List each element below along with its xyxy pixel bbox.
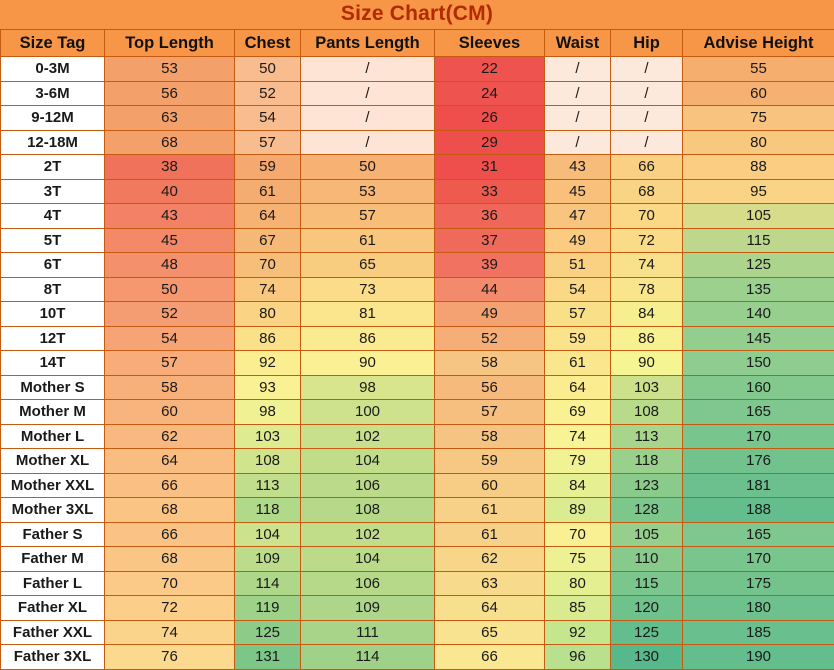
measurement-cell: 131	[235, 645, 301, 670]
measurement-cell: 90	[611, 351, 683, 376]
measurement-cell: 48	[105, 253, 235, 278]
measurement-cell: 68	[105, 130, 235, 155]
size-tag-cell: Father XL	[1, 596, 105, 621]
table-row	[1, 277, 834, 302]
measurement-cell: 59	[545, 326, 611, 351]
measurement-cell: 65	[435, 620, 545, 645]
measurement-cell: 70	[105, 571, 235, 596]
measurement-cell: 72	[611, 228, 683, 253]
measurement-cell: 60	[683, 81, 834, 106]
measurement-cell: 130	[611, 645, 683, 670]
measurement-cell: 64	[105, 449, 235, 474]
measurement-cell: 114	[301, 645, 435, 670]
table-row	[1, 351, 834, 376]
measurement-cell: 57	[435, 400, 545, 425]
table-row	[1, 179, 834, 204]
measurement-cell: /	[301, 130, 435, 155]
measurement-cell: 61	[435, 498, 545, 523]
measurement-cell: 92	[235, 351, 301, 376]
measurement-cell: 50	[105, 277, 235, 302]
measurement-cell: 125	[235, 620, 301, 645]
column-header: Chest	[235, 30, 301, 57]
size-tag-cell: Mother 3XL	[1, 498, 105, 523]
measurement-cell: 49	[435, 302, 545, 327]
size-tag-cell: 12-18M	[1, 130, 105, 155]
measurement-cell: 50	[301, 155, 435, 180]
measurement-cell: /	[611, 81, 683, 106]
measurement-cell: 114	[235, 571, 301, 596]
table-row	[1, 424, 834, 449]
measurement-cell: 69	[545, 400, 611, 425]
measurement-cell: 57	[301, 204, 435, 229]
measurement-cell: 103	[235, 424, 301, 449]
measurement-cell: /	[611, 106, 683, 131]
table-row	[1, 571, 834, 596]
size-tag-cell: 2T	[1, 155, 105, 180]
measurement-cell: 36	[435, 204, 545, 229]
size-tag-cell: Father S	[1, 522, 105, 547]
table-body	[1, 57, 834, 670]
measurement-cell: 86	[235, 326, 301, 351]
size-tag-cell: 6T	[1, 253, 105, 278]
measurement-cell: 22	[435, 57, 545, 82]
measurement-cell: 80	[545, 571, 611, 596]
measurement-cell: 119	[235, 596, 301, 621]
measurement-cell: 37	[435, 228, 545, 253]
column-header: Pants Length	[301, 30, 435, 57]
measurement-cell: 111	[301, 620, 435, 645]
measurement-cell: 88	[683, 155, 834, 180]
measurement-cell: /	[545, 106, 611, 131]
table-row	[1, 57, 834, 82]
table-row	[1, 253, 834, 278]
size-tag-cell: 12T	[1, 326, 105, 351]
measurement-cell: 175	[683, 571, 834, 596]
table-row	[1, 645, 834, 670]
column-header: Waist	[545, 30, 611, 57]
measurement-cell: /	[545, 130, 611, 155]
measurement-cell: 98	[301, 375, 435, 400]
table-row	[1, 522, 834, 547]
size-tag-cell: Mother S	[1, 375, 105, 400]
column-header: Hip	[611, 30, 683, 57]
table-row	[1, 228, 834, 253]
size-tag-cell: Mother M	[1, 400, 105, 425]
measurement-cell: 188	[683, 498, 834, 523]
table-row	[1, 547, 834, 572]
measurement-cell: 92	[545, 620, 611, 645]
column-header: Sleeves	[435, 30, 545, 57]
measurement-cell: 68	[105, 547, 235, 572]
measurement-cell: 108	[611, 400, 683, 425]
measurement-cell: 61	[301, 228, 435, 253]
measurement-cell: 52	[435, 326, 545, 351]
measurement-cell: 43	[545, 155, 611, 180]
table-row	[1, 498, 834, 523]
measurement-cell: 95	[683, 179, 834, 204]
measurement-cell: 26	[435, 106, 545, 131]
measurement-cell: 33	[435, 179, 545, 204]
measurement-cell: 105	[611, 522, 683, 547]
measurement-cell: 103	[611, 375, 683, 400]
measurement-cell: 80	[683, 130, 834, 155]
column-header: Top Length	[105, 30, 235, 57]
measurement-cell: 115	[683, 228, 834, 253]
measurement-cell: 60	[435, 473, 545, 498]
measurement-cell: 68	[611, 179, 683, 204]
measurement-cell: 62	[105, 424, 235, 449]
measurement-cell: 50	[235, 57, 301, 82]
measurement-cell: 125	[611, 620, 683, 645]
size-tag-cell: 10T	[1, 302, 105, 327]
measurement-cell: 51	[545, 253, 611, 278]
table-row	[1, 596, 834, 621]
measurement-cell: /	[611, 57, 683, 82]
measurement-cell: 64	[435, 596, 545, 621]
measurement-cell: 81	[301, 302, 435, 327]
measurement-cell: /	[301, 106, 435, 131]
measurement-cell: 75	[683, 106, 834, 131]
measurement-cell: 84	[545, 473, 611, 498]
size-tag-cell: Mother XXL	[1, 473, 105, 498]
measurement-cell: 176	[683, 449, 834, 474]
measurement-cell: 125	[683, 253, 834, 278]
table-row	[1, 400, 834, 425]
measurement-cell: 89	[545, 498, 611, 523]
measurement-cell: 93	[235, 375, 301, 400]
table-row	[1, 302, 834, 327]
measurement-cell: 67	[235, 228, 301, 253]
size-tag-cell: 3T	[1, 179, 105, 204]
measurement-cell: 68	[105, 498, 235, 523]
measurement-cell: 185	[683, 620, 834, 645]
measurement-cell: 24	[435, 81, 545, 106]
measurement-cell: 102	[301, 522, 435, 547]
size-tag-cell: Mother L	[1, 424, 105, 449]
measurement-cell: 123	[611, 473, 683, 498]
measurement-cell: 118	[611, 449, 683, 474]
measurement-cell: 86	[301, 326, 435, 351]
size-tag-cell: 4T	[1, 204, 105, 229]
measurement-cell: 85	[545, 596, 611, 621]
measurement-cell: 38	[105, 155, 235, 180]
measurement-cell: 110	[611, 547, 683, 572]
measurement-cell: 56	[435, 375, 545, 400]
size-tag-cell: 14T	[1, 351, 105, 376]
measurement-cell: 66	[435, 645, 545, 670]
measurement-cell: 90	[301, 351, 435, 376]
column-header: Size Tag	[1, 30, 105, 57]
table-row	[1, 130, 834, 155]
column-header: Advise Height	[683, 30, 834, 57]
measurement-cell: 65	[301, 253, 435, 278]
table-header	[1, 30, 834, 57]
header-row	[1, 30, 834, 57]
measurement-cell: 45	[105, 228, 235, 253]
measurement-cell: 57	[545, 302, 611, 327]
measurement-cell: 108	[301, 498, 435, 523]
size-tag-cell: Father 3XL	[1, 645, 105, 670]
size-tag-cell: Father XXL	[1, 620, 105, 645]
measurement-cell: 61	[545, 351, 611, 376]
measurement-cell: 55	[683, 57, 834, 82]
measurement-cell: 74	[611, 253, 683, 278]
measurement-cell: 96	[545, 645, 611, 670]
measurement-cell: 45	[545, 179, 611, 204]
measurement-cell: 63	[435, 571, 545, 596]
measurement-cell: 109	[301, 596, 435, 621]
measurement-cell: 78	[611, 277, 683, 302]
table-row	[1, 375, 834, 400]
measurement-cell: 58	[435, 351, 545, 376]
measurement-cell: 59	[235, 155, 301, 180]
measurement-cell: 54	[235, 106, 301, 131]
measurement-cell: 76	[105, 645, 235, 670]
measurement-cell: 109	[235, 547, 301, 572]
size-tag-cell: 5T	[1, 228, 105, 253]
measurement-cell: 60	[105, 400, 235, 425]
measurement-cell: 62	[435, 547, 545, 572]
measurement-cell: 57	[105, 351, 235, 376]
measurement-cell: 120	[611, 596, 683, 621]
measurement-cell: 75	[545, 547, 611, 572]
measurement-cell: 140	[683, 302, 834, 327]
measurement-cell: 113	[235, 473, 301, 498]
measurement-cell: 47	[545, 204, 611, 229]
measurement-cell: 57	[235, 130, 301, 155]
measurement-cell: 52	[235, 81, 301, 106]
measurement-cell: 58	[435, 424, 545, 449]
measurement-cell: 54	[545, 277, 611, 302]
measurement-cell: 190	[683, 645, 834, 670]
measurement-cell: 72	[105, 596, 235, 621]
measurement-cell: 43	[105, 204, 235, 229]
measurement-cell: 74	[235, 277, 301, 302]
measurement-cell: 70	[611, 204, 683, 229]
measurement-cell: /	[611, 130, 683, 155]
measurement-cell: 106	[301, 571, 435, 596]
measurement-cell: 170	[683, 424, 834, 449]
measurement-cell: 100	[301, 400, 435, 425]
measurement-cell: 86	[611, 326, 683, 351]
measurement-cell: 180	[683, 596, 834, 621]
size-tag-cell: Father L	[1, 571, 105, 596]
measurement-cell: 44	[435, 277, 545, 302]
measurement-cell: 80	[235, 302, 301, 327]
measurement-cell: 74	[105, 620, 235, 645]
measurement-cell: 79	[545, 449, 611, 474]
measurement-cell: 29	[435, 130, 545, 155]
measurement-cell: 66	[611, 155, 683, 180]
measurement-cell: 104	[301, 449, 435, 474]
measurement-cell: /	[301, 81, 435, 106]
table-row	[1, 449, 834, 474]
measurement-cell: 113	[611, 424, 683, 449]
measurement-cell: 106	[301, 473, 435, 498]
measurement-cell: 63	[105, 106, 235, 131]
table-row	[1, 204, 834, 229]
measurement-cell: 165	[683, 522, 834, 547]
measurement-cell: 58	[105, 375, 235, 400]
table-row	[1, 106, 834, 131]
measurement-cell: 73	[301, 277, 435, 302]
measurement-cell: 160	[683, 375, 834, 400]
measurement-cell: 170	[683, 547, 834, 572]
table-row	[1, 155, 834, 180]
measurement-cell: 49	[545, 228, 611, 253]
measurement-cell: 31	[435, 155, 545, 180]
measurement-cell: 165	[683, 400, 834, 425]
measurement-cell: 181	[683, 473, 834, 498]
measurement-cell: 104	[235, 522, 301, 547]
measurement-cell: 56	[105, 81, 235, 106]
measurement-cell: 108	[235, 449, 301, 474]
size-tag-cell: 0-3M	[1, 57, 105, 82]
measurement-cell: 104	[301, 547, 435, 572]
measurement-cell: 105	[683, 204, 834, 229]
measurement-cell: 66	[105, 473, 235, 498]
size-tag-cell: 3-6M	[1, 81, 105, 106]
measurement-cell: 66	[105, 522, 235, 547]
measurement-cell: 118	[235, 498, 301, 523]
measurement-cell: /	[545, 57, 611, 82]
measurement-cell: 150	[683, 351, 834, 376]
measurement-cell: 74	[545, 424, 611, 449]
measurement-cell: 70	[235, 253, 301, 278]
measurement-cell: 53	[105, 57, 235, 82]
size-chart-table	[0, 29, 834, 670]
table-row	[1, 81, 834, 106]
measurement-cell: 135	[683, 277, 834, 302]
measurement-cell: /	[545, 81, 611, 106]
measurement-cell: 70	[545, 522, 611, 547]
measurement-cell: 53	[301, 179, 435, 204]
measurement-cell: 145	[683, 326, 834, 351]
measurement-cell: 52	[105, 302, 235, 327]
measurement-cell: 54	[105, 326, 235, 351]
table-row	[1, 473, 834, 498]
size-tag-cell: Mother XL	[1, 449, 105, 474]
measurement-cell: 61	[435, 522, 545, 547]
measurement-cell: 115	[611, 571, 683, 596]
size-tag-cell: 8T	[1, 277, 105, 302]
measurement-cell: 39	[435, 253, 545, 278]
size-tag-cell: Father M	[1, 547, 105, 572]
table-row	[1, 620, 834, 645]
measurement-cell: 61	[235, 179, 301, 204]
measurement-cell: 102	[301, 424, 435, 449]
chart-title: Size Chart(CM)	[0, 0, 834, 29]
measurement-cell: 64	[545, 375, 611, 400]
measurement-cell: 128	[611, 498, 683, 523]
table-row	[1, 326, 834, 351]
measurement-cell: 59	[435, 449, 545, 474]
measurement-cell: 98	[235, 400, 301, 425]
size-tag-cell: 9-12M	[1, 106, 105, 131]
measurement-cell: /	[301, 57, 435, 82]
measurement-cell: 64	[235, 204, 301, 229]
measurement-cell: 40	[105, 179, 235, 204]
measurement-cell: 84	[611, 302, 683, 327]
